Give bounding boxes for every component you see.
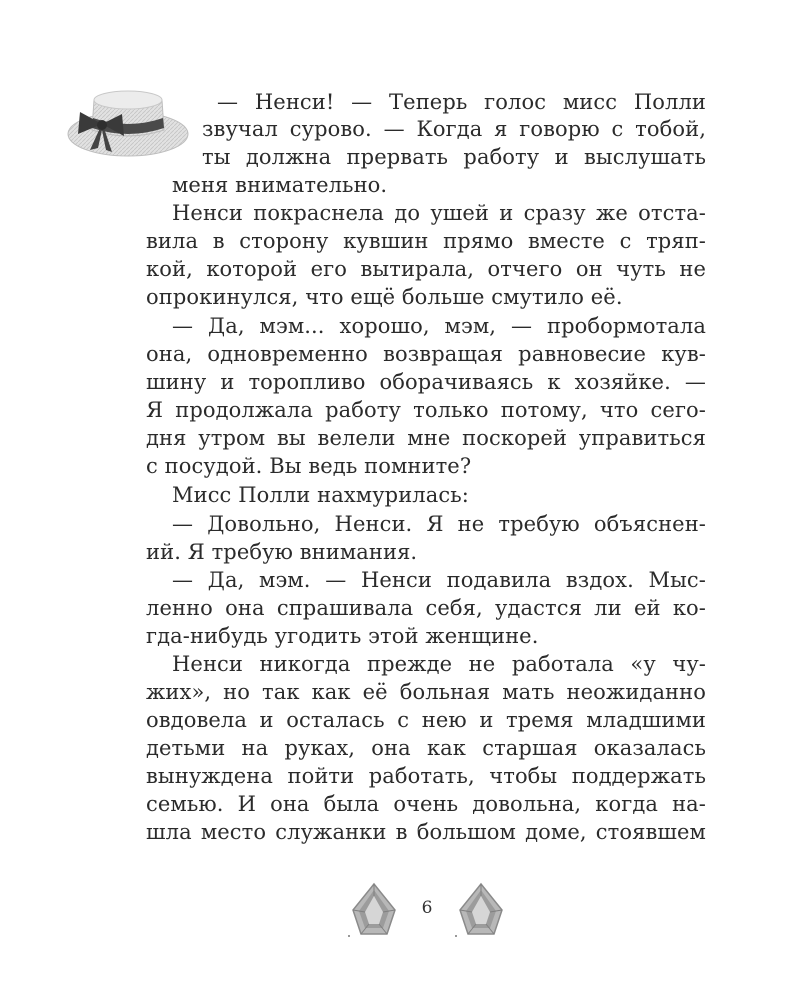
text-line: Я продолжала работу только потому, что сего- <box>146 398 706 422</box>
page-number: 6 <box>421 898 433 918</box>
text-line: меня внимательно. <box>172 173 388 197</box>
text-line: Ненси никогда прежде не работала «у чу- <box>172 652 706 676</box>
gem-icon <box>351 882 397 938</box>
text-line: ты должна прервать работу и выслушать <box>202 145 706 169</box>
text-line: с посудой. Вы ведь помните? <box>146 454 472 478</box>
text-line: звучал сурово. — Когда я говорю с тобой, <box>202 117 706 141</box>
text-line: жих», но так как её больная мать неожиданно <box>146 680 706 704</box>
ornament-dot <box>348 935 350 937</box>
text-line: вынуждена пойти работать, чтобы поддержать <box>146 764 706 788</box>
text-line: овдовела и осталась с нею и тремя младшими <box>146 708 706 732</box>
straw-hat-icon <box>66 78 190 160</box>
text-line: ленно она спрашивала себя, удастся ли ей ко- <box>146 596 706 620</box>
text-line: опрокинулся, что ещё больше смутило её. <box>146 285 623 309</box>
text-line: ий. Я требую внимания. <box>146 540 418 564</box>
text-line: — Ненси! — Теперь голос мисс Полли <box>217 90 706 114</box>
text-line: кой, которой его вытирала, отчего он чуть не <box>146 257 706 281</box>
gem-icon <box>458 882 504 938</box>
text-line: она, одновременно возвращая равновесие кув- <box>146 342 706 366</box>
text-line: Ненси покраснела до ушей и сразу же отста- <box>172 201 706 225</box>
text-line: шину и торопливо оборачиваясь к хозяйке. — <box>146 370 706 394</box>
ornament-dot <box>455 935 457 937</box>
page-footer <box>0 868 800 948</box>
text-line: шла место служанки в большом доме, стоявшем <box>146 820 706 844</box>
text-line: дня утром вы велели мне поскорей управиться <box>146 426 706 450</box>
text-line: семью. И она была очень довольна, когда на- <box>146 792 706 816</box>
text-line: — Да, мэм... хорошо, мэм, — пробормотала <box>172 314 706 338</box>
text-line: вила в сторону кувшин прямо вместе с тряп- <box>146 229 706 253</box>
text-line: Мисс Полли нахмурилась: <box>172 483 469 507</box>
text-line: детьми на руках, она как старшая оказалась <box>146 736 706 760</box>
text-line: — Довольно, Ненси. Я не требую объяснен- <box>172 512 706 536</box>
text-line: гда-нибудь угодить этой женщине. <box>146 624 539 648</box>
text-line: — Да, мэм. — Ненси подавила вздох. Мыс- <box>172 568 706 592</box>
